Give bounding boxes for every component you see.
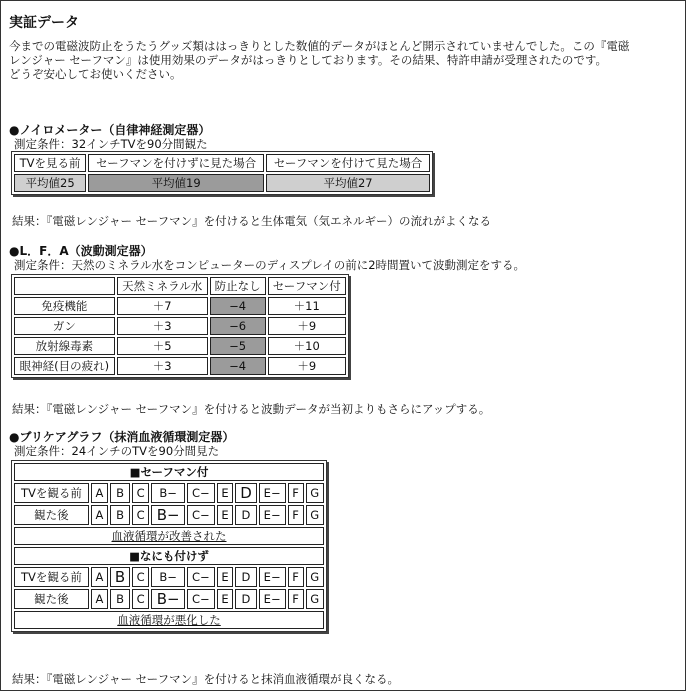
- header-cell: TVを見る前: [14, 154, 86, 172]
- grade-cell: A: [91, 505, 108, 525]
- grade-cell: F: [288, 483, 304, 503]
- intro-line: どうぞ安心してお使いください。: [9, 67, 182, 81]
- grade-cell: G: [306, 589, 324, 609]
- row-label: ガン: [14, 317, 115, 335]
- section2-result: 結果：『電磁レンジャー セーフマン』を付けると波動データが当初よりもさらにアップする。: [12, 402, 491, 416]
- row-label: TVを観る前: [14, 567, 89, 587]
- grade-cell: A: [91, 589, 108, 609]
- value-cell: ＋3: [117, 357, 208, 375]
- value-cell: ＋5: [117, 337, 208, 355]
- row-label: 免疫機能: [14, 297, 115, 315]
- grade-cell: E−: [259, 483, 286, 503]
- grade-cell: F: [288, 589, 304, 609]
- grade-cell: F: [288, 505, 304, 525]
- grade-cell: A: [91, 567, 108, 587]
- grade-cell: C: [132, 505, 149, 525]
- section1-heading: ●ノイロメーター（自律神経測定器）: [9, 123, 211, 137]
- grade-cell: B−: [151, 567, 185, 587]
- section3-result: 結果：『電磁レンジャー セーフマン』を付けると抹消血液循環が良くなる。: [12, 672, 400, 686]
- grade-cell: E: [217, 567, 234, 587]
- value-cell: −4: [210, 297, 266, 315]
- section1-condition: 測定条件：32インチTVを90分間観た: [14, 137, 208, 151]
- value-cell: 平均値27: [266, 174, 430, 192]
- group-note-text: 血液循環が改善された: [111, 529, 227, 543]
- grade-cell: C−: [187, 483, 215, 503]
- lfa-table: [11, 274, 349, 378]
- grade-cell: F: [288, 567, 304, 587]
- neurometer-table: [11, 151, 433, 195]
- grade-cell: B: [110, 567, 130, 587]
- grade-cell: D: [235, 505, 256, 525]
- grade-cell: E: [217, 589, 234, 609]
- row-label: 放射線毒素: [14, 337, 115, 355]
- value-cell: ＋11: [268, 297, 347, 315]
- grade-cell: E−: [259, 505, 286, 525]
- value-cell: ＋7: [117, 297, 208, 315]
- grade-cell: B: [110, 483, 130, 503]
- intro-line: 今までの電磁波防止をうたうグッズ類ははっきりとした数値的データがほとんど開示されていませんでした。この『電磁: [9, 39, 630, 53]
- group-note: [14, 611, 324, 629]
- grade-cell: E−: [259, 589, 286, 609]
- value-cell: ＋10: [268, 337, 347, 355]
- grade-cell: E−: [259, 567, 286, 587]
- page-title: 実証データ: [9, 15, 79, 31]
- value-cell: ＋9: [268, 357, 347, 375]
- value-cell: −5: [210, 337, 266, 355]
- header-cell: [14, 277, 115, 295]
- grade-cell: C−: [187, 505, 215, 525]
- grade-cell: A: [91, 483, 108, 503]
- intro-line: レンジャー セーフマン』は使用効果のデータがはっきりとしております。その結果、特許申請が受理されたのです。: [9, 53, 607, 67]
- grade-cell: E: [217, 505, 234, 525]
- header-cell: セーフマン付: [268, 277, 347, 295]
- section3-heading: ●ブリケアグラフ（抹消血液循環測定器）: [9, 430, 235, 444]
- grade-cell: C: [132, 483, 149, 503]
- grade-cell: D: [235, 589, 256, 609]
- row-label: 眼神経(目の疲れ): [14, 357, 115, 375]
- grade-cell: D: [235, 567, 256, 587]
- header-cell: セーフマンを付けずに見た場合: [88, 154, 264, 172]
- grade-cell: C: [132, 567, 149, 587]
- row-label: 観た後: [14, 589, 89, 609]
- group-label: ■セーフマン付: [14, 463, 324, 481]
- value-cell: 平均値25: [14, 174, 86, 192]
- grade-cell: B−: [151, 483, 185, 503]
- plethysmograph-table: [11, 460, 327, 632]
- section2-heading: ●L．F．A（波動測定器）: [9, 244, 153, 258]
- grade-cell: B−: [151, 589, 185, 609]
- row-label: TVを観る前: [14, 483, 89, 503]
- intro-paragraph: [9, 39, 677, 81]
- section3-condition: 測定条件：24インチのTVを90分間見た: [14, 444, 220, 458]
- grade-cell: D: [235, 483, 256, 503]
- grade-cell: B−: [151, 505, 185, 525]
- grade-cell: G: [306, 505, 324, 525]
- grade-cell: C: [132, 589, 149, 609]
- value-cell: −6: [210, 317, 266, 335]
- value-cell: ＋9: [268, 317, 347, 335]
- value-cell: ＋3: [117, 317, 208, 335]
- group-note-text: 血液循環が悪化した: [117, 613, 221, 627]
- header-cell: セーフマンを付けて見た場合: [266, 154, 430, 172]
- grade-cell: G: [306, 483, 324, 503]
- value-cell: −4: [210, 357, 266, 375]
- section2-condition: 測定条件：天然のミネラル水をコンピューターのディスプレイの前に2時間置いて波動測定をする。: [14, 258, 526, 272]
- row-label: 観た後: [14, 505, 89, 525]
- grade-cell: B: [110, 505, 130, 525]
- value-cell: 平均値19: [88, 174, 264, 192]
- group-label: ■なにも付けず: [14, 547, 324, 565]
- grade-cell: E: [217, 483, 234, 503]
- grade-cell: G: [306, 567, 324, 587]
- header-cell: 防止なし: [210, 277, 266, 295]
- group-note: [14, 527, 324, 545]
- grade-cell: B: [110, 589, 130, 609]
- grade-cell: C−: [187, 589, 215, 609]
- section1-result: 結果：『電磁レンジャー セーフマン』を付けると生体電気（気エネルギー）の流れがよくなる: [12, 214, 492, 228]
- grade-cell: C−: [187, 567, 215, 587]
- header-cell: 天然ミネラル水: [117, 277, 208, 295]
